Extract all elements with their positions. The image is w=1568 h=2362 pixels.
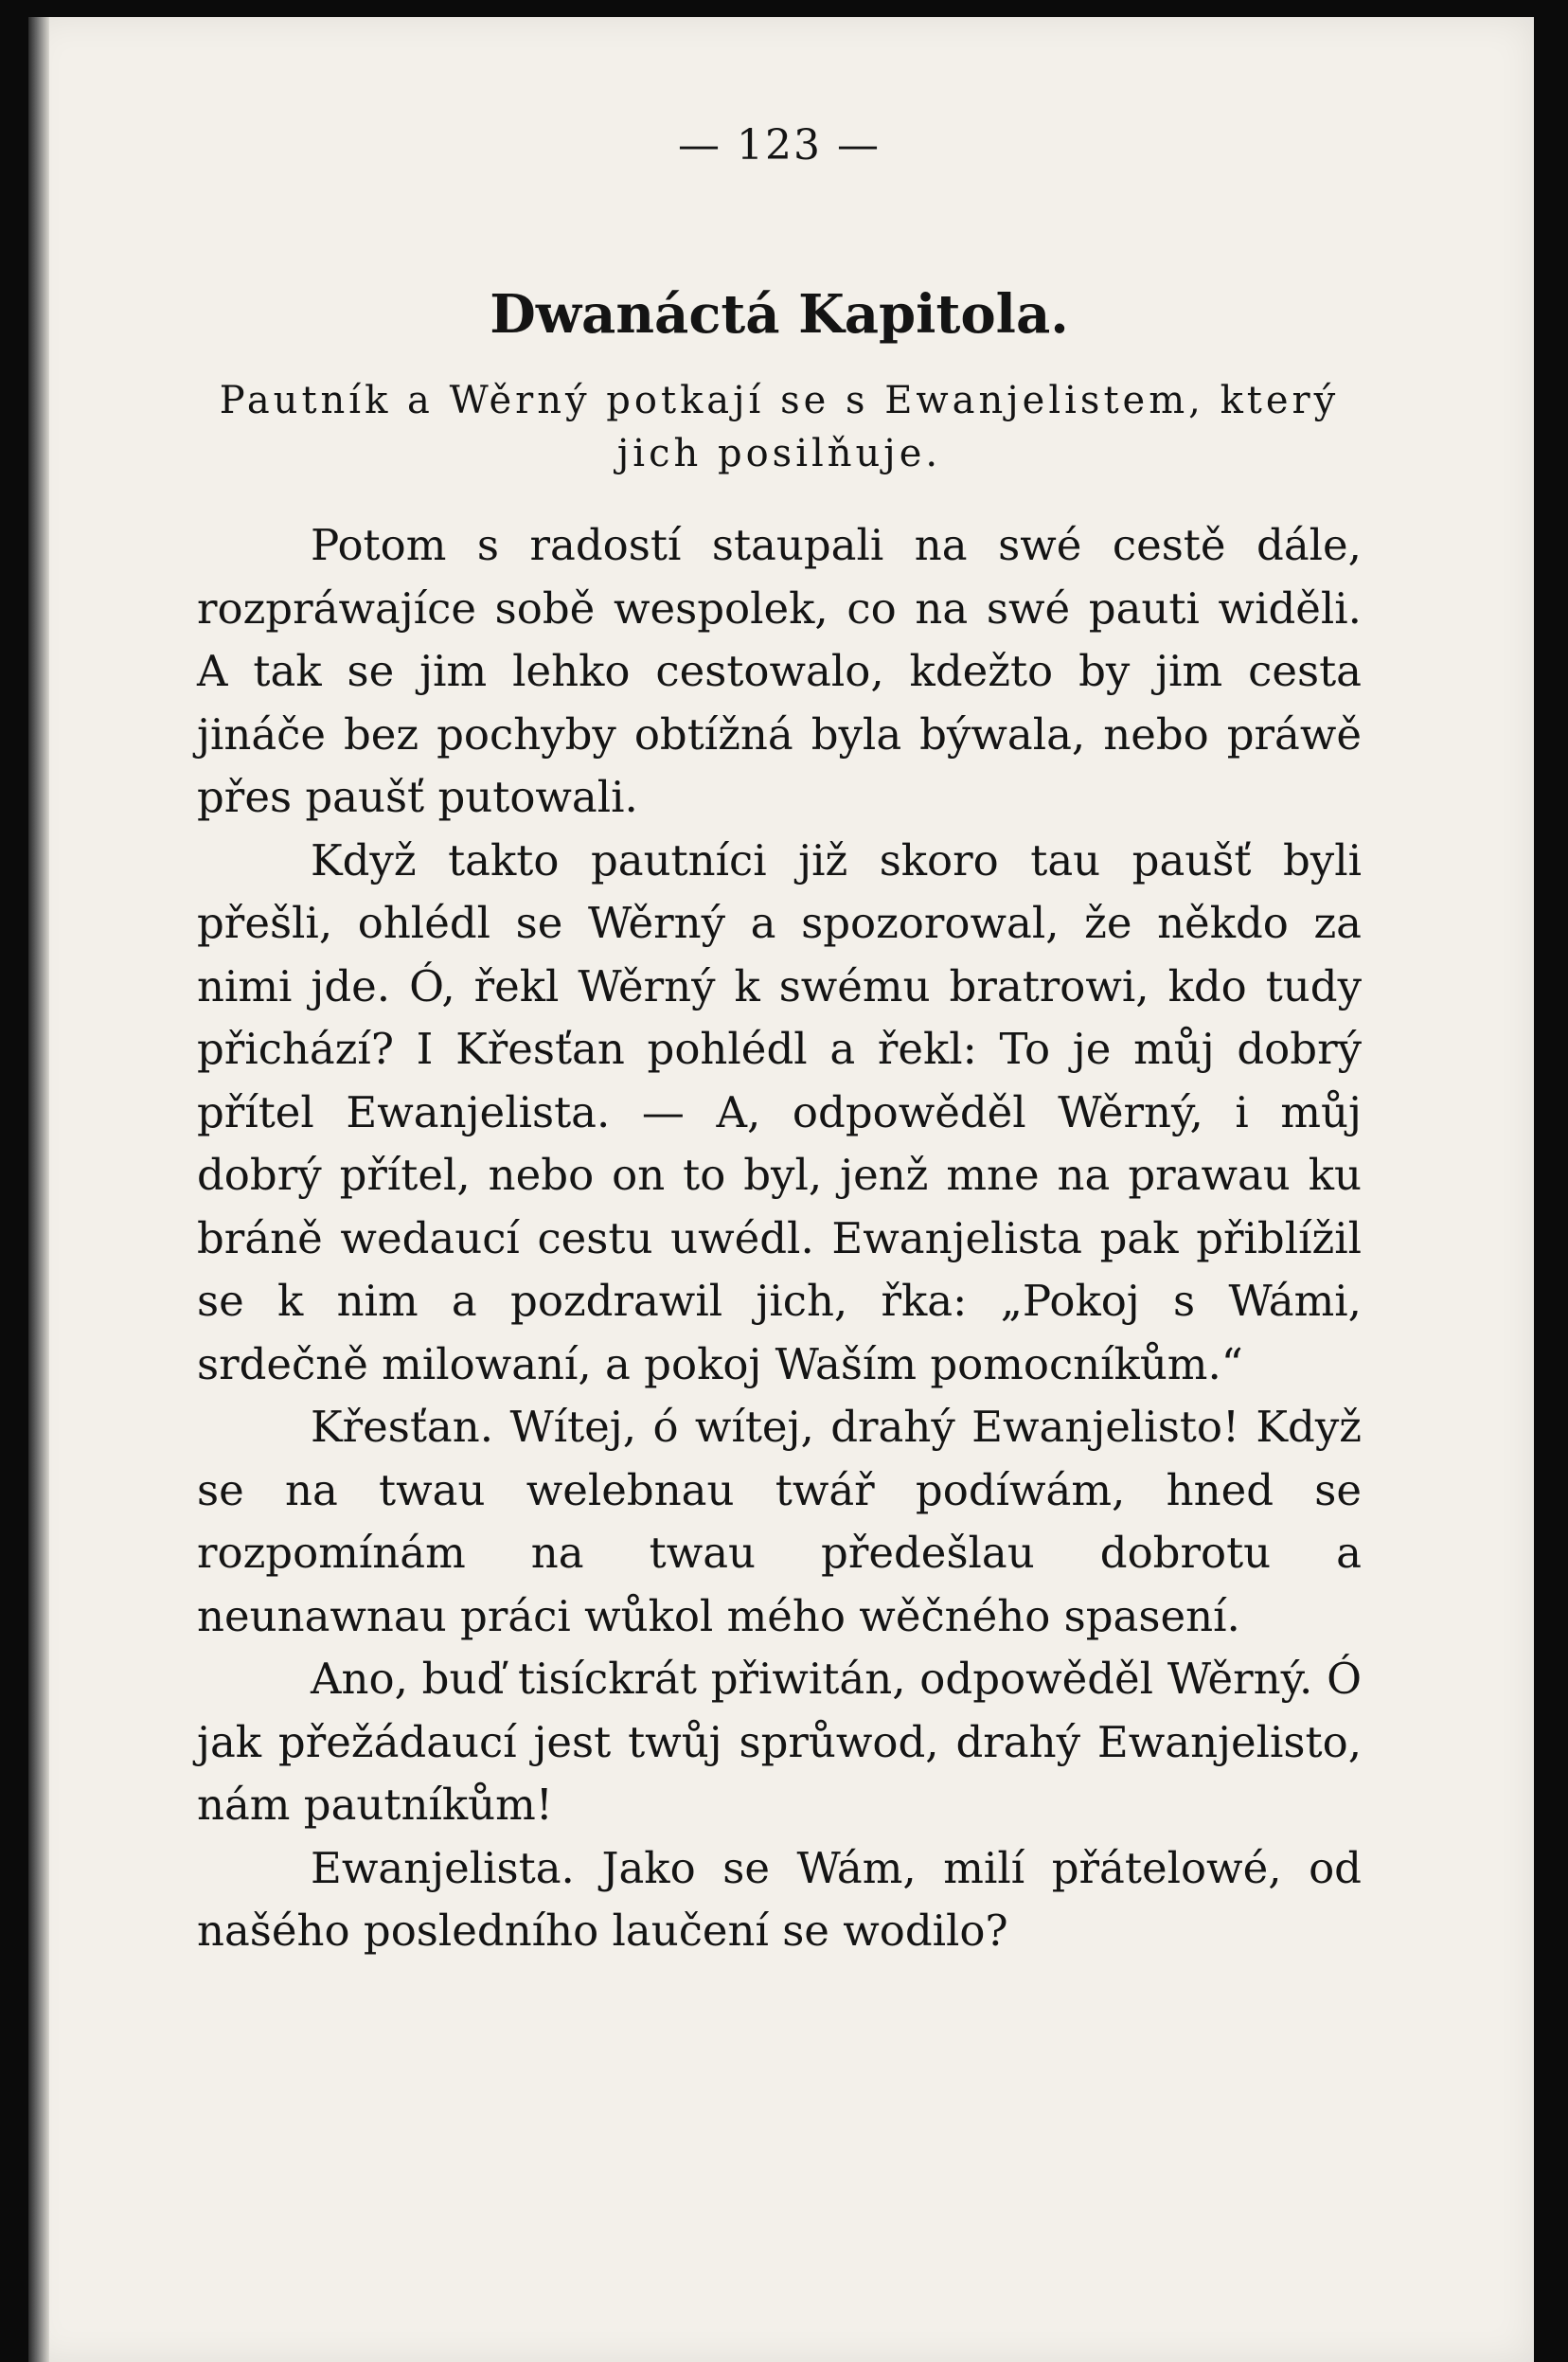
paragraph-5: Ewanjelista. Jako se Wám, milí přátelowé, od našého posledního laučení se wodilo? — [197, 1842, 1362, 1956]
paragraph-2: Když takto pautníci již skoro tau paušť byli přešli, ohlédl se Wěrný a spozorowal, že někdo za nimi jde. Ó, řekl Wěrný k swému bratrowi, kdo tudy přichází? I Křesťan pohlédl a řekl: To je můj dobrý přítel Ewanjelista. — A, odpowěděl Wěrný, i můj dobrý přítel, nebo on to byl, jenž mne na prawau ku bráně wedaucí cestu uwédl. Ewanjelista pak přiblížil se k nim a pozdrawil jich, řka: „Pokoj s Wámi, srdečně milowaní, a pokoj Waším pomocníkům.“ — [197, 834, 1362, 1389]
paragraph-4: Ano, buď tisíckrát přiwitán, odpowěděl Wěrný. Ó jak přežádaucí jest twůj sprůwod, drahý Ewanjelisto, nám pautníkům! — [197, 1654, 1362, 1830]
book-page — [28, 17, 1534, 2362]
chapter-title: Dwanáctá Kapitola. — [490, 283, 1069, 346]
page-number: — 123 — — [678, 121, 881, 170]
paragraph-3: Křesťan. Wítej, ó wítej, drahý Ewanjelisto! Když se na twau welebnau twář podíwám, hned se rozpomínám na twau předešlau dobrotu a neunawnau práci wůkol mého wěčného spasení. — [197, 1402, 1362, 1641]
paragraph-1: Potom s radostí staupali na swé cestě dále, rozpráwajíce sobě wespolek, co na swé pauti widěli. A tak se jim lehko cestowalo, kdežto by jim cesta jináče bez pochyby obtížná byla býwala, nebo práwě přes paušť putowali. — [197, 520, 1362, 822]
page-text-block — [197, 121, 1362, 1963]
chapter-summary: Pautník a Wěrný potkají se s Ewanjelistem, který jich posilňuje. — [219, 379, 1340, 475]
page-gutter-edge — [28, 17, 49, 2362]
